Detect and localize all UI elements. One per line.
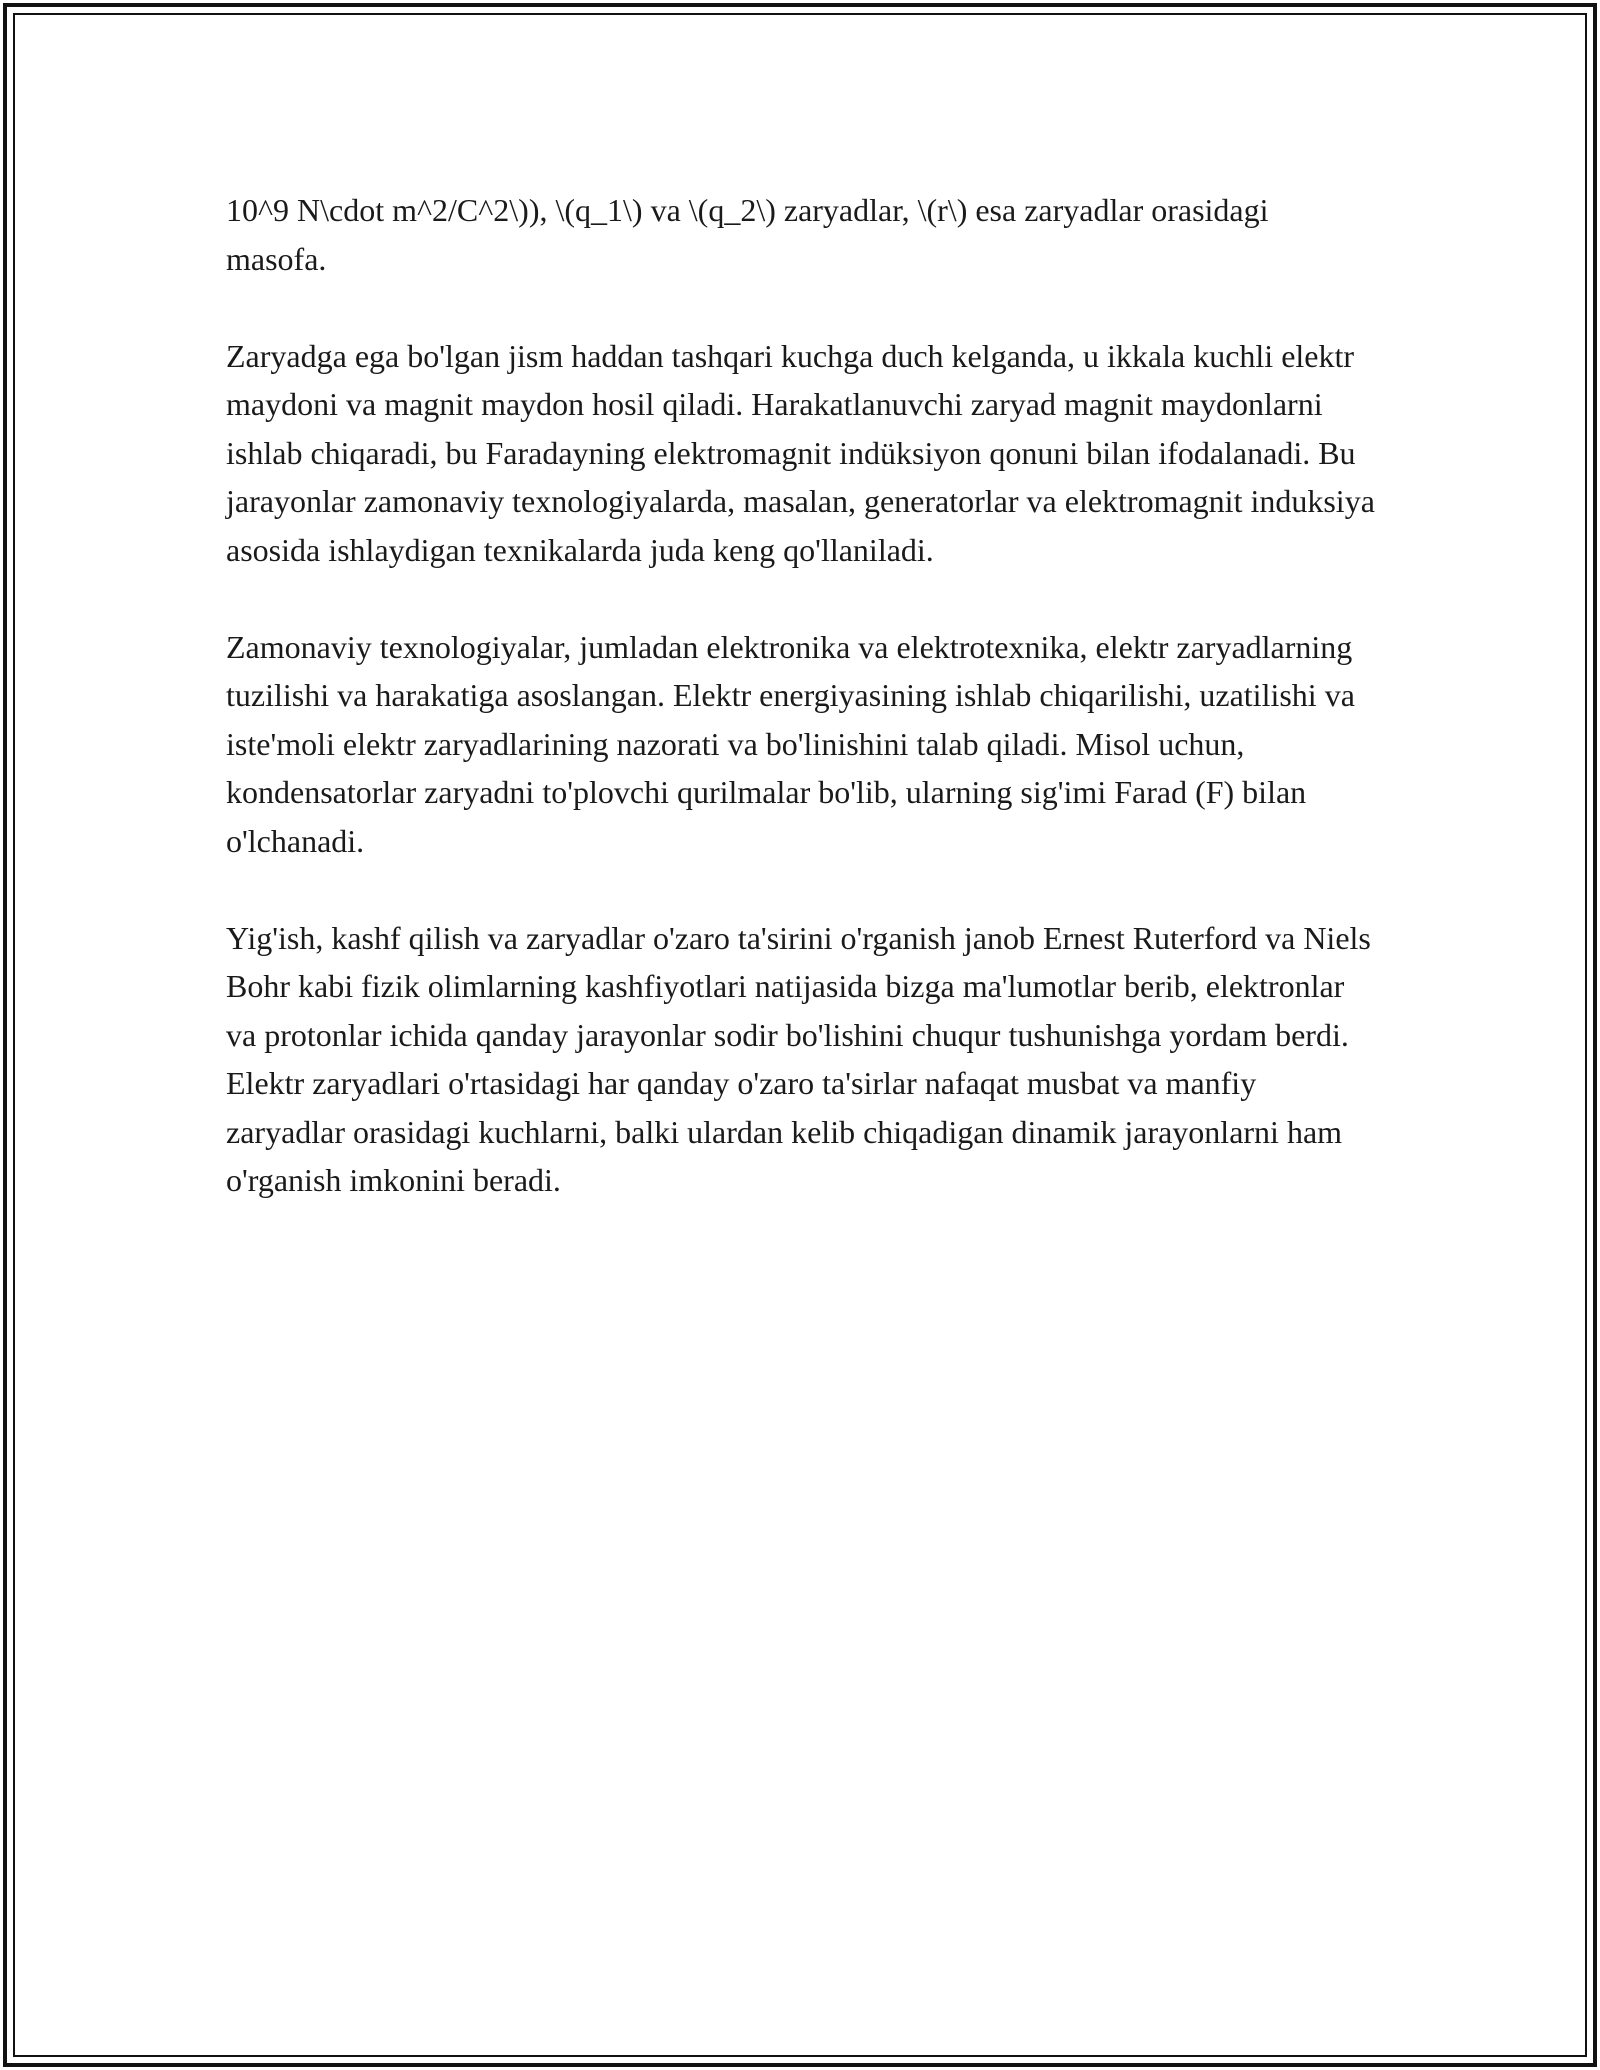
paragraph-formula-continuation: 10^9 N\cdot m^2/C^2\)), \(q_1\) va \(q_2\) zaryadlar, \(r\) esa zaryadlar orasidagi masofa. xyxy=(226,192,1269,277)
paragraph-fields: Zaryadga ega bo'lgan jism haddan tashqari kuchga duch kelganda, u ikkala kuchli elektr maydoni va magnit maydon hosil qiladi. Harakatlanuvchi zaryad magnit maydonlarni ishlab chiqaradi, bu Faradayning elektromagnit indüksiyon qonuni bilan ifodalanadi. Bu jarayonlar zamonaviy texnologiyalarda, masalan, generatorlar va elektromagnit induksiya asosida ishlaydigan texnikalarda juda keng qo'llaniladi. xyxy=(226,337,1375,568)
paragraph-technologies: Zamonaviy texnologiyalar, jumladan elektronika va elektrotexnika, elektr zaryadlarning tuzilishi va harakatiga asoslangan. Elektr energiyasining ishlab chiqarilishi, uzatilishi va iste'moli elektr zaryadlarining nazorati va bo'linishini talab qiladi. Misol uchun, kondensatorlar zaryadni to'plovchi qurilmalar bo'lib, ularning sig'imi Farad (F) bilan o'lchanadi. xyxy=(226,628,1355,859)
paragraph-scientists: Yig'ish, kashf qilish va zaryadlar o'zaro ta'sirini o'rganish janob Ernest Ruterford va Niels Bohr kabi fizik olimlarning kashfiyotlari natijasida bizga ma'lumotlar berib, elektronlar va protonlar ichida qanday jarayonlar sodir bo'lishini chuqur tushunishga yordam berdi. Elektr zaryadlari o'rtasidagi har qanday o'zaro ta'sirlar nafaqat musbat va manfiy zaryadlar orasidagi kuchlarni, balki ulardan kelib chiqadigan dinamik jarayonlarni ham o'rganish imkonini beradi. xyxy=(226,919,1371,1198)
document-body xyxy=(226,186,1376,1253)
